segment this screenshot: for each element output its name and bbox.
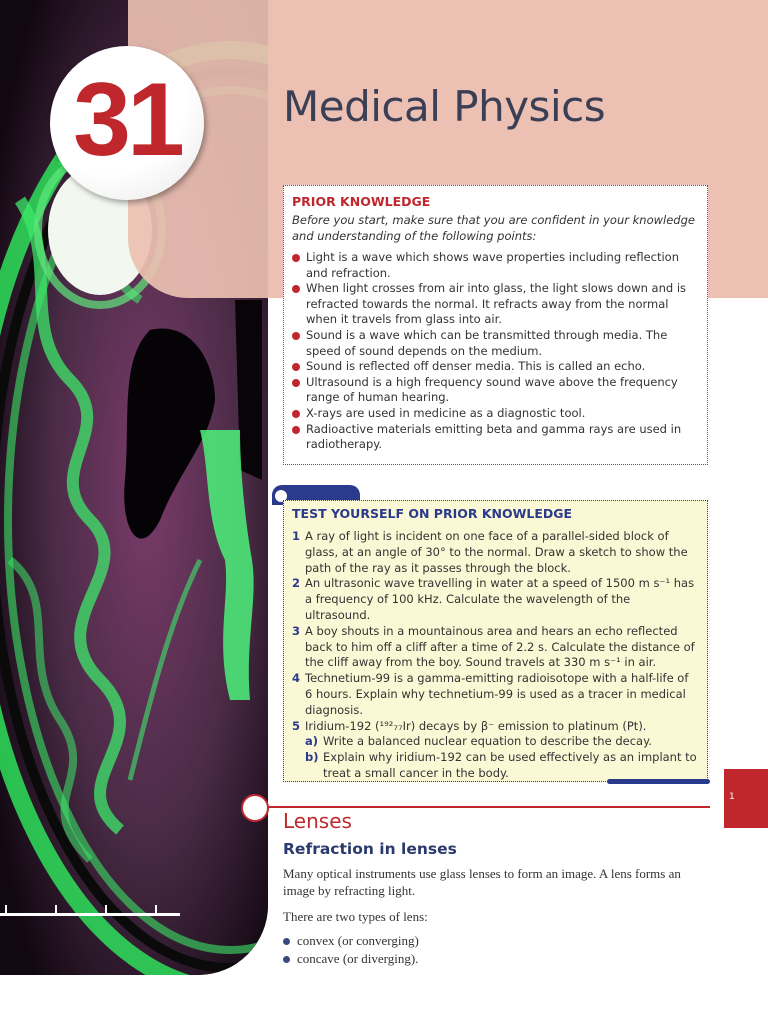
lens-types-list (283, 932, 419, 968)
list-item: Sound is a wave which can be transmitted through media. The speed of sound depends on the medium. (292, 328, 699, 359)
page-number: 1 (729, 792, 735, 802)
list-item: concave (or diverging). (283, 950, 419, 968)
prior-knowledge-box (283, 185, 708, 465)
list-item: Sound is reflected off denser media. This is called an echo. (292, 359, 699, 375)
circle-marker-icon (241, 794, 269, 822)
subpart-item: a) Write a balanced nuclear equation to describe the decay. (305, 734, 652, 749)
bullet-icon (292, 379, 300, 387)
list-item: Radioactive materials emitting beta and gamma rays are used in radiotherapy. (292, 422, 699, 453)
test-yourself-heading: TEST YOURSELF ON PRIOR KNOWLEDGE (292, 506, 573, 521)
list-item: When light crosses from air into glass, the light slows down and is refracted towards the normal. It refracts away from the normal when it travels from glass into air. (292, 281, 699, 328)
prior-knowledge-intro: Before you start, make sure that you are confident in your knowledge and understanding of the following points: (292, 213, 695, 243)
subsection-title: Refraction in lenses (283, 840, 457, 858)
bullet-icon (292, 254, 300, 262)
chapter-number: 31 (73, 61, 181, 178)
bullet-icon (292, 363, 300, 371)
bullet-icon (283, 956, 290, 963)
section-title: Lenses (283, 809, 352, 833)
list-item: Ultrasound is a high frequency sound wave above the frequency range of human hearing. (292, 375, 699, 406)
question-item: 4 Technetium-99 is a gamma-emitting radioisotope with a half-life of 6 hours. Explain why technetium-99 is used as a tracer in medical diagnosis. (292, 671, 689, 717)
test-yourself-bottom-bar (607, 779, 710, 784)
prior-knowledge-heading: PRIOR KNOWLEDGE (292, 194, 431, 209)
paragraph: Many optical instruments use glass lenses to form an image. A lens forms an image by refracting light. (283, 866, 681, 898)
test-yourself-box (283, 500, 708, 782)
list-item: X-rays are used in medicine as a diagnostic tool. (292, 406, 699, 422)
bullet-icon (292, 426, 300, 434)
question-item: 1 A ray of light is incident on one face of a parallel-sided block of glass, at an angle of 30° to the normal. Draw a sketch to show the path of the ray as it passes through the block. (292, 529, 688, 575)
prior-knowledge-list (292, 250, 699, 453)
chapter-title: Medical Physics (283, 82, 606, 131)
section-rule (268, 806, 710, 808)
subpart-item: b) Explain why iridium-192 can be used effectively as an implant to treat a small cancer in the body. (305, 750, 697, 780)
question-item: 5 Iridium-192 (¹⁹²₇₇Ir) decays by β⁻ emission to platinum (Pt). a) Write a balanced nuclear equation to describe the decay. b) Explain why iridium-192 can be used effectively as an implant to treat a small cancer in the body. (292, 719, 699, 782)
bullet-icon (292, 410, 300, 418)
bullet-icon (292, 332, 300, 340)
subpart-list (305, 734, 699, 781)
chapter-number-badge (50, 46, 204, 200)
bullet-icon (292, 285, 300, 293)
list-item: Light is a wave which shows wave properties including reflection and refraction. (292, 250, 699, 281)
list-item: convex (or converging) (283, 932, 419, 950)
question-item: 2 An ultrasonic wave travelling in water at a speed of 1500 m s⁻¹ has a frequency of 100 kHz. Calculate the wavelength of the ultrasound. (292, 576, 695, 622)
question-item: 3 A boy shouts in a mountainous area and hears an echo reflected back to him off a cliff after a time of 2.2 s. Calculate the distance of the cliff away from the boy. Sound travels at 330 m s⁻¹ in air. (292, 623, 695, 670)
paragraph: There are two types of lens: (283, 909, 428, 924)
question-list (292, 529, 699, 782)
bullet-icon (283, 938, 290, 945)
